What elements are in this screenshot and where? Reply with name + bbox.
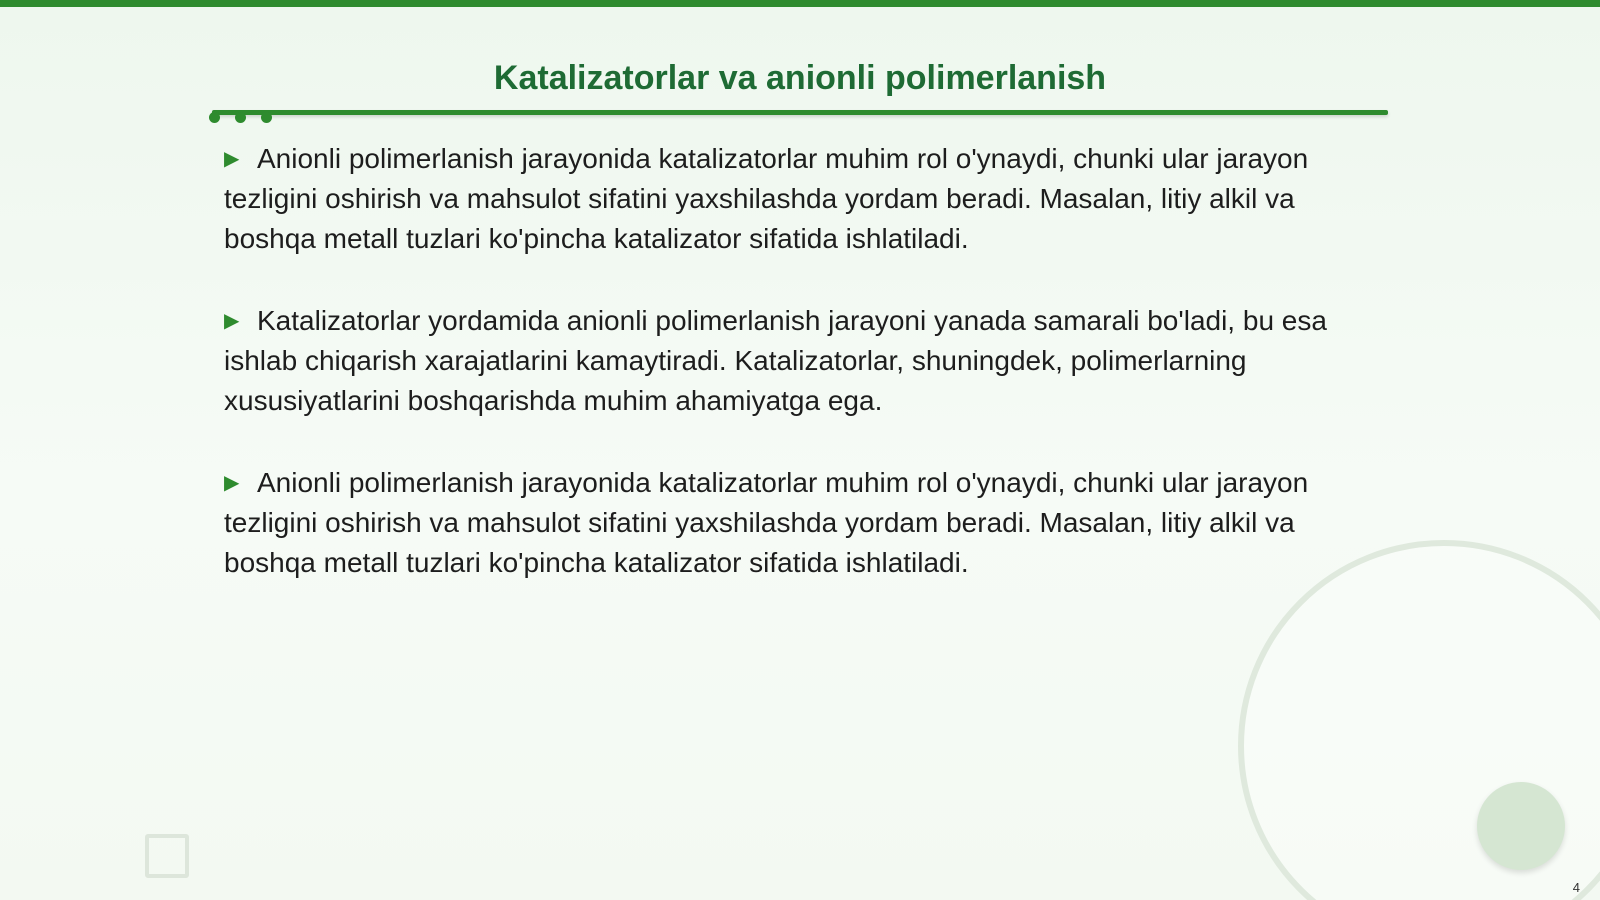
bullet-text: Katalizatorlar yordamida anionli polimerlanish jarayoni yanada samarali bo'ladi, bu esa ishlab chiqarish xarajatlarini kamaytiradi. Katalizatorlar, shuningdek, polimerlarning xususiyatlarini boshqarishda muhim ahamiyatga ega. <box>224 305 1327 416</box>
title-underline <box>212 110 1388 115</box>
underline-dot <box>209 112 220 123</box>
triangle-bullet-icon: ▶ <box>224 148 240 170</box>
triangle-bullet-icon: ▶ <box>224 310 240 332</box>
bullet-list <box>224 139 1384 625</box>
triangle-bullet-icon: ▶ <box>224 472 240 494</box>
decorative-square <box>145 834 189 878</box>
bullet-text: Anionli polimerlanish jarayonida katalizatorlar muhim rol o'ynaydi, chunki ular jarayon tezligini oshirish va mahsulot sifatini yaxshilashda yordam beradi. Masalan, litiy alkil va boshqa metall tuzlari ko'pincha katalizator sifatida ishlatiladi. <box>224 143 1309 254</box>
bullet-item <box>224 139 1384 259</box>
decorative-circle <box>1477 782 1565 870</box>
bullet-item <box>224 301 1384 421</box>
underline-dot <box>235 112 246 123</box>
top-accent-bar <box>0 0 1600 7</box>
bullet-text: Anionli polimerlanish jarayonida katalizatorlar muhim rol o'ynaydi, chunki ular jarayon tezligini oshirish va mahsulot sifatini yaxshilashda yordam beradi. Masalan, litiy alkil va boshqa metall tuzlari ko'pincha katalizator sifatida ishlatiladi. <box>224 467 1309 578</box>
slide-title: Katalizatorlar va anionli polimerlanish <box>493 59 1107 97</box>
page-number: 4 <box>1572 880 1580 895</box>
bullet-item <box>224 463 1384 583</box>
underline-dot <box>261 112 272 123</box>
